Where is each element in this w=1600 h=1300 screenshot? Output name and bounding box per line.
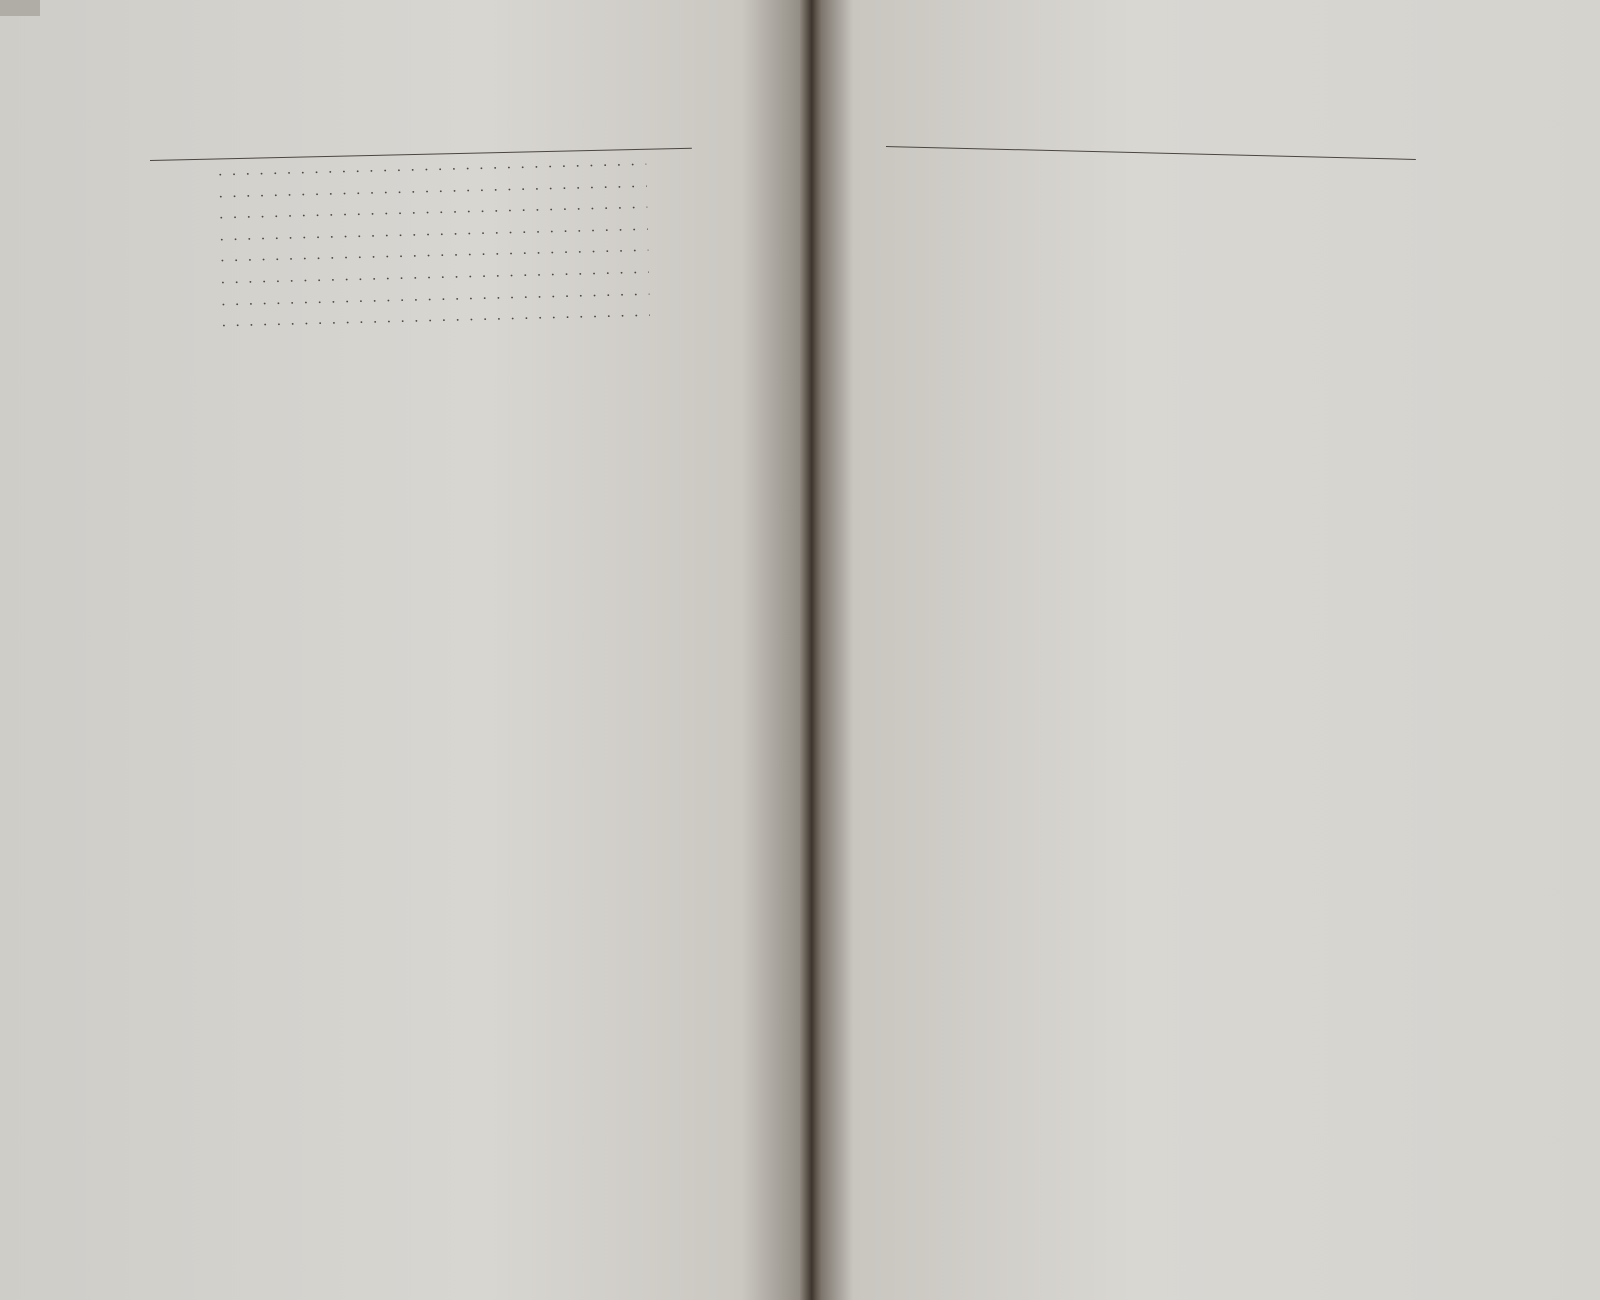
toc-page-number [670,250,704,251]
toc-page-number [672,315,706,316]
ditto-mark [646,164,668,165]
ditto-mark [647,186,669,187]
toc-page-number [669,207,703,208]
toc-page-number [671,271,705,272]
toc-page-number [669,185,703,186]
ditto-mark [649,272,671,273]
right-toc-column [883,160,1424,226]
ditto-mark [647,208,669,209]
ditto-mark [649,294,671,295]
ditto-mark [650,315,672,316]
ditto-mark [648,251,670,252]
toc-page-number [670,228,704,229]
toc-page-number [668,164,702,165]
toc-page-number [671,293,705,294]
ditto-mark [648,229,670,230]
left-toc-column [150,149,708,413]
